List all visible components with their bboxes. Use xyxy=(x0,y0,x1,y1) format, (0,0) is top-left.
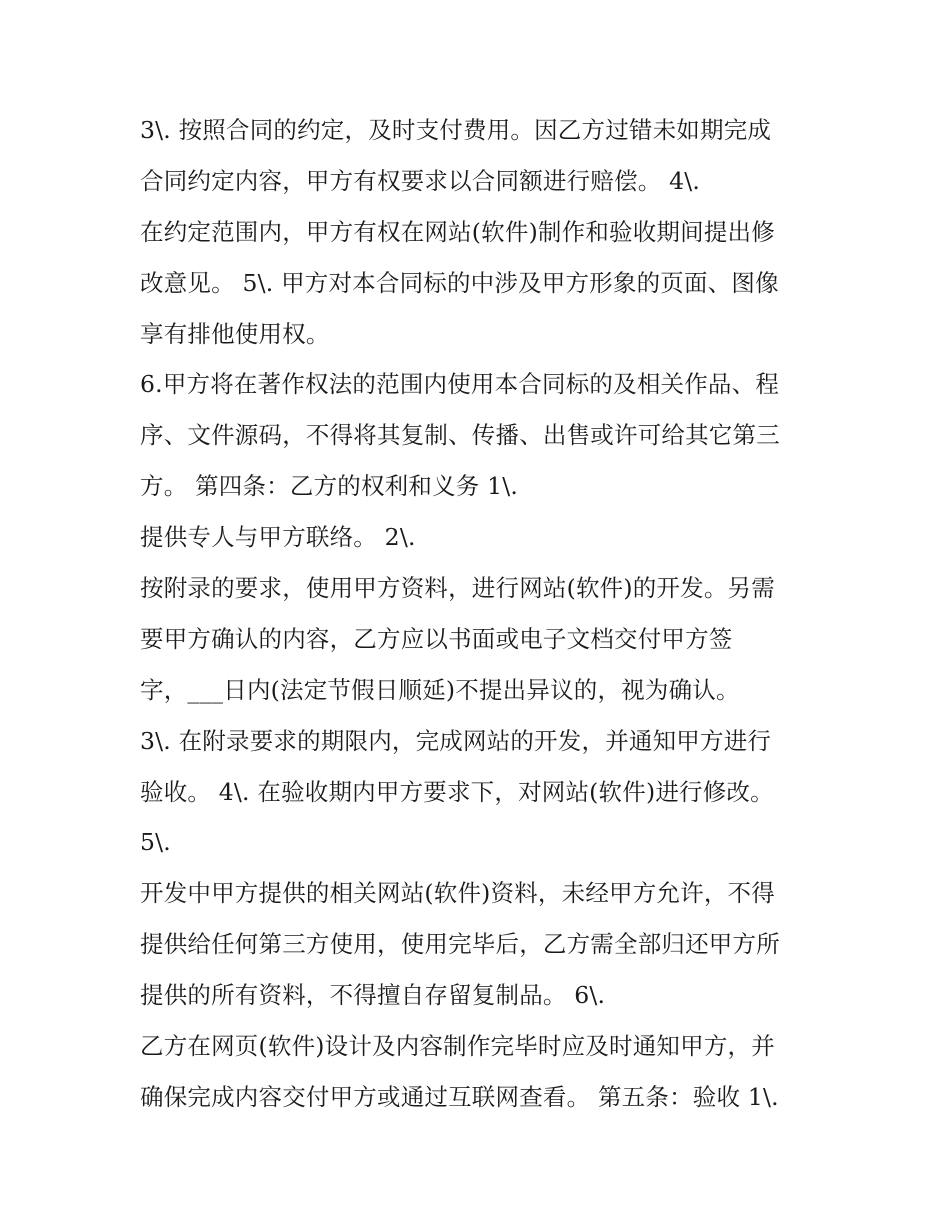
text-line: 方。 第四条：乙方的权利和义务 1\. xyxy=(140,472,519,501)
text-line: 享有排他使用权。 xyxy=(140,319,330,348)
text-line: 要甲方确认的内容，乙方应以书面或电子文档交付甲方签 xyxy=(140,624,733,653)
text-line: 确保完成内容交付甲方或通过互联网查看。 第五条：验收 1\. xyxy=(140,1082,779,1111)
text-line: 6.甲方将在著作权法的范围内使用本合同标的及相关作品、程 xyxy=(140,370,780,399)
text-line: 3\. 在附录要求的期限内，完成网站的开发，并通知甲方进行 xyxy=(140,726,772,755)
text-line: 按附录的要求，使用甲方资料，进行网站(软件)的开发。另需 xyxy=(140,574,775,603)
text-line: 序、文件源码，不得将其复制、传播、出售或许可给其它第三 xyxy=(140,421,780,450)
text-line: 开发中甲方提供的相关网站(软件)资料，未经甲方允许，不得 xyxy=(140,879,775,908)
text-line: 改意见。 5\. 甲方对本合同标的中涉及甲方形象的页面、图像 xyxy=(140,268,779,297)
text-line: 验收。 4\. 在验收期内甲方要求下，对网站(软件)进行修改。 xyxy=(140,777,774,806)
text-line: 5\. xyxy=(140,828,171,857)
contract-text-body xyxy=(140,108,840,1126)
text-line: 字，___日内(法定节假日顺延)不提出异议的，视为确认。 xyxy=(140,675,740,704)
text-line: 在约定范围内，甲方有权在网站(软件)制作和验收期间提出修 xyxy=(140,217,775,246)
text-line: 乙方在网页(软件)设计及内容制作完毕时应及时通知甲方，并 xyxy=(140,1032,775,1061)
text-line: 合同约定内容，甲方有权要求以合同额进行赔偿。 4\. xyxy=(140,166,701,195)
text-line: 3\. 按照合同的约定，及时支付费用。因乙方过错未如期完成 xyxy=(140,116,772,144)
text-line: 提供给任何第三方使用，使用完毕后，乙方需全部归还甲方所 xyxy=(140,930,780,959)
text-line: 提供的所有资料，不得擅自存留复制品。 6\. xyxy=(140,981,606,1010)
text-line: 提供专人与甲方联络。 2\. xyxy=(140,523,416,552)
